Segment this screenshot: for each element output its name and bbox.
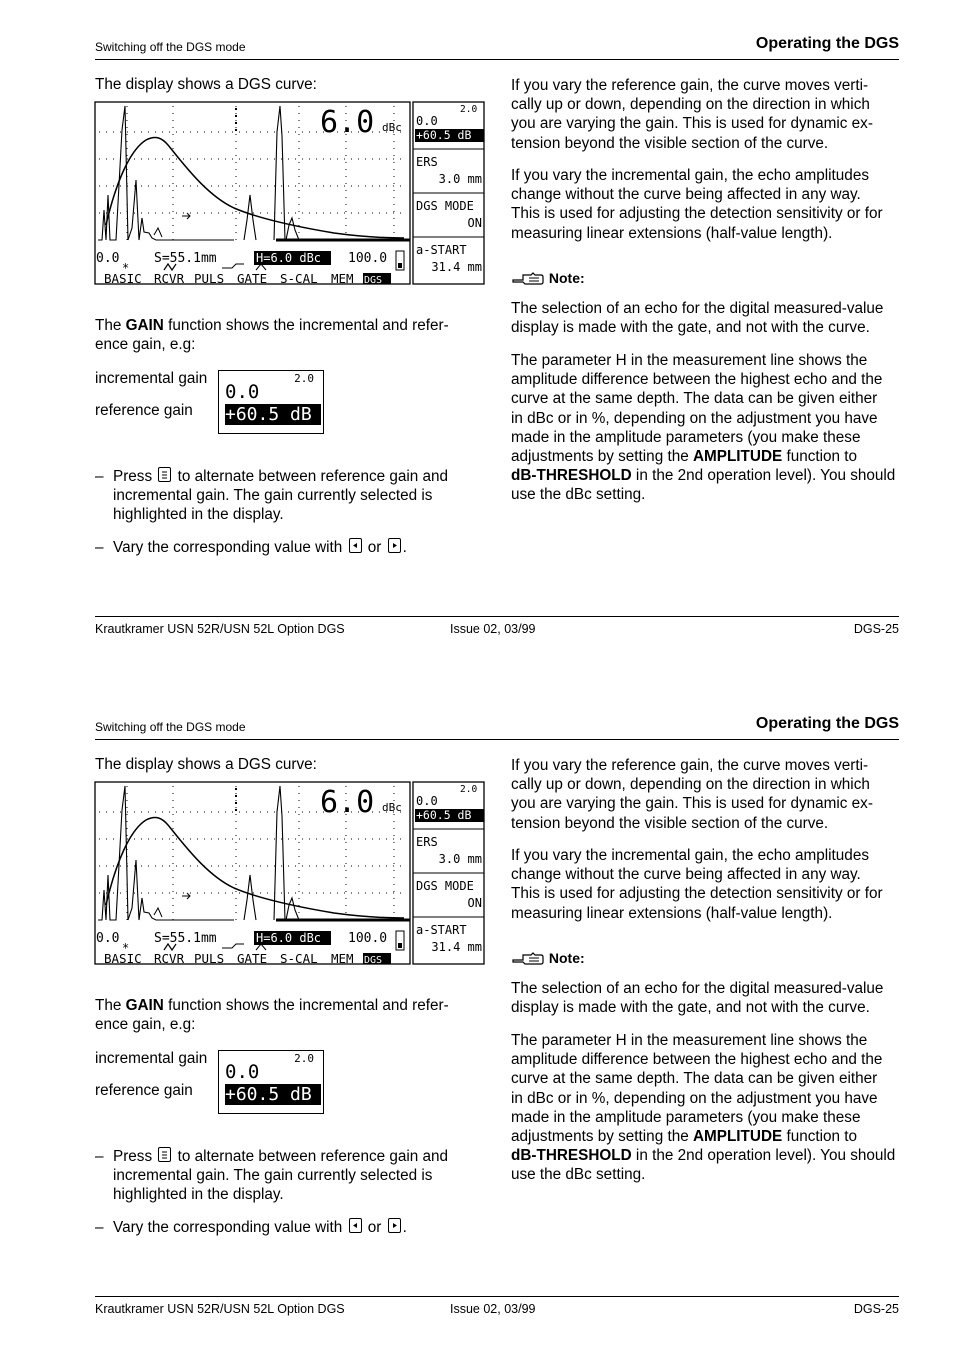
gain-paragraph: The GAIN function shows the incremental and refer- ence gain, e.g: <box>95 317 449 354</box>
arrow-left-key-icon <box>349 538 362 553</box>
measure-left: 0.0 <box>96 251 120 266</box>
measure-h: H=6.0 dBc <box>256 931 322 945</box>
gain-step-value: 2.0 <box>294 372 314 385</box>
gain-key-icon <box>158 1147 171 1162</box>
measure-right: 100.0 <box>348 931 388 946</box>
menu-item: MEM <box>331 951 354 966</box>
step-2: Vary the corresponding value with or . <box>113 539 407 556</box>
note-heading: Note: <box>511 270 585 286</box>
echo-signal <box>98 106 234 240</box>
instrument-screen <box>94 780 486 966</box>
arrow-right-key-icon <box>388 1218 401 1233</box>
note-heading: Note: <box>511 950 585 966</box>
right-paragraph-4: The parameter H in the measurement line shows the amplitude difference between the highest echo and the curve at the same depth. The data can be given either in dBc or in %, depending on the adjustment you have made in the amplitude parameters (you make these adjustments by setting the AMPLITUDE function to dB-THRESHOLD in the 2nd operation level). You should use the dBc setting. <box>511 352 896 504</box>
pointing-hand-icon <box>511 270 545 286</box>
footer-page-number: DGS-25 <box>853 622 899 636</box>
intro-text: The display shows a DGS curve: <box>95 756 317 773</box>
dgs-curve <box>106 818 404 918</box>
gain-step-value: 2.0 <box>294 1052 314 1065</box>
menu-item: DGS <box>364 955 383 966</box>
gain-display-box <box>218 1050 324 1114</box>
step-dash-1: – <box>95 468 104 485</box>
footer-product: Krautkramer USN 52R/USN 52L Option DGS <box>95 622 345 636</box>
measure-s: S=55.1mm <box>154 251 217 266</box>
label-incremental-gain: incremental gain <box>95 1050 208 1067</box>
label-reference-gain: reference gain <box>95 402 193 419</box>
panel-astart-label: a-START <box>416 923 467 937</box>
panel-gain-inc: 0.0 <box>416 114 438 128</box>
menu-item: S-CAL <box>280 271 318 286</box>
gain-incremental-value: 0.0 <box>225 1061 260 1083</box>
panel-dgsmode-value: ON <box>467 216 482 230</box>
menu-item: RCVR <box>154 951 185 966</box>
menu-item: GATE <box>237 271 268 286</box>
panel-gain-ref: +60.5 dB <box>416 128 472 142</box>
footer-rule <box>95 616 899 617</box>
manual-page <box>0 680 954 1340</box>
panel-astart-value: 31.4 mm <box>431 940 482 954</box>
panel-astart-label: a-START <box>416 243 467 257</box>
instrument-screen <box>94 100 486 286</box>
right-paragraph-4: The parameter H in the measurement line shows the amplitude difference between the highest echo and the curve at the same depth. The data can be given either in dBc or in %, depending on the adjustment you have made in the amplitude parameters (you make these adjustments by setting the AMPLITUDE function to dB-THRESHOLD in the 2nd operation level). You should use the dBc setting. <box>511 1032 896 1184</box>
star-mark: * <box>122 261 130 275</box>
dgs-curve <box>106 138 404 238</box>
footer-product: Krautkramer USN 52R/USN 52L Option DGS <box>95 1302 345 1316</box>
panel-dgsmode-label: DGS MODE <box>416 199 474 213</box>
panel-ers-label: ERS <box>416 155 438 169</box>
step-dash-2: – <box>95 539 104 556</box>
right-paragraph-2: If you vary the incremental gain, the echo amplitudes change without the curve being affected in any way. This is used for adjusting the detection sensitivity or for measuring linear extensions (half-value length). <box>511 847 883 922</box>
footer-rule <box>95 1296 899 1297</box>
panel-astart-value: 31.4 mm <box>431 260 482 274</box>
panel-ers-value: 3.0 mm <box>438 852 482 866</box>
measure-right: 100.0 <box>348 251 388 266</box>
big-unit: dBc <box>382 801 402 814</box>
page-title: Operating the DGS <box>755 35 899 52</box>
step-dash-1: – <box>95 1148 104 1165</box>
panel-gain-inc: 0.0 <box>416 794 438 808</box>
gain-paragraph: The GAIN function shows the incremental and refer- ence gain, e.g: <box>95 997 449 1034</box>
right-paragraph-3: The selection of an echo for the digital measured-value display is made with the gate, and not with the curve. <box>511 980 884 1017</box>
menu-item: BASIC <box>104 951 142 966</box>
big-value: 6.0 <box>320 105 375 140</box>
footer-page-number: DGS-25 <box>853 1302 899 1316</box>
menu-item: RCVR <box>154 271 185 286</box>
right-paragraph-1: If you vary the reference gain, the curve moves verti- cally up or down, depending on the direction in which you are varying the gain. This is used for dynamic ex- tension beyond the visible section of the curve. <box>511 757 873 832</box>
panel-dgsmode-value: ON <box>467 896 482 910</box>
big-value: 6.0 <box>320 785 375 820</box>
big-unit: dBc <box>382 121 402 134</box>
gain-reference-value: +60.5 dB <box>225 404 321 425</box>
panel-gain-step: 2.0 <box>460 784 478 795</box>
header-rule <box>95 59 899 60</box>
footer-issue: Issue 02, 03/99 <box>450 622 536 636</box>
step-2: Vary the corresponding value with or . <box>113 1219 407 1236</box>
page-title: Operating the DGS <box>755 715 899 732</box>
arrow-left-key-icon <box>349 1218 362 1233</box>
arrow-right-key-icon <box>388 538 401 553</box>
panel-gain-ref: +60.5 dB <box>416 808 472 822</box>
section-header: Switching off the DGS mode <box>95 40 246 54</box>
header-rule <box>95 739 899 740</box>
menu-item: PULS <box>194 951 225 966</box>
step-dash-2: – <box>95 1219 104 1236</box>
menu-item: PULS <box>194 271 225 286</box>
label-incremental-gain: incremental gain <box>95 370 208 387</box>
menu-item: DGS <box>364 275 383 286</box>
gain-reference-value: +60.5 dB <box>225 1084 321 1105</box>
echo-signal <box>98 786 234 920</box>
measure-left: 0.0 <box>96 931 120 946</box>
right-paragraph-3: The selection of an echo for the digital measured-value display is made with the gate, and not with the curve. <box>511 300 884 337</box>
measure-h: H=6.0 dBc <box>256 251 322 265</box>
panel-dgsmode-label: DGS MODE <box>416 879 474 893</box>
panel-ers-label: ERS <box>416 835 438 849</box>
step-1: Press to alternate between reference gain and incremental gain. The gain currently selected is highlighted in the display. <box>113 468 449 524</box>
footer-issue: Issue 02, 03/99 <box>450 1302 536 1316</box>
pointing-hand-icon <box>511 950 545 966</box>
gain-key-icon <box>158 467 171 482</box>
menu-item: BASIC <box>104 271 142 286</box>
gain-display-box <box>218 370 324 434</box>
label-reference-gain: reference gain <box>95 1082 193 1099</box>
menu-item: GATE <box>237 951 268 966</box>
panel-ers-value: 3.0 mm <box>438 172 482 186</box>
step-1: Press to alternate between reference gain and incremental gain. The gain currently selected is highlighted in the display. <box>113 1148 449 1204</box>
right-paragraph-2: If you vary the incremental gain, the echo amplitudes change without the curve being affected in any way. This is used for adjusting the detection sensitivity or for measuring linear extensions (half-value length). <box>511 167 883 242</box>
right-paragraph-1: If you vary the reference gain, the curve moves verti- cally up or down, depending on the direction in which you are varying the gain. This is used for dynamic ex- tension beyond the visible section of the curve. <box>511 77 873 152</box>
intro-text: The display shows a DGS curve: <box>95 76 317 93</box>
menu-item: MEM <box>331 271 354 286</box>
gain-incremental-value: 0.0 <box>225 381 260 403</box>
manual-page <box>0 0 954 660</box>
section-header: Switching off the DGS mode <box>95 720 246 734</box>
star-mark: * <box>122 941 130 955</box>
menu-item: S-CAL <box>280 951 318 966</box>
measure-s: S=55.1mm <box>154 931 217 946</box>
panel-gain-step: 2.0 <box>460 104 478 115</box>
